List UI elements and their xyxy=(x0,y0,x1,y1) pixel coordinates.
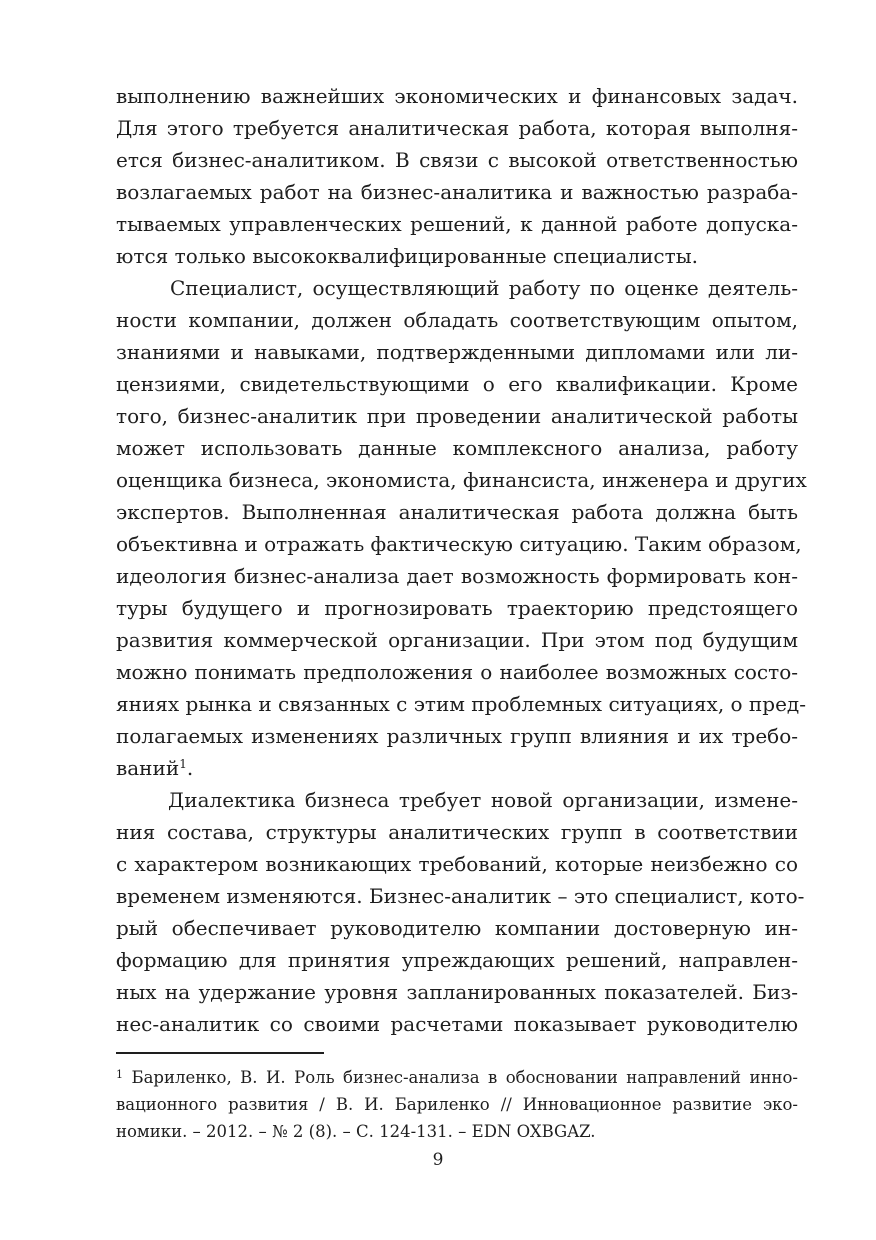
page-number: 9 xyxy=(432,1150,444,1170)
text-line: цензиями, свидетельствующими о его квалификации. Кроме xyxy=(116,372,798,396)
text-line: Специалист, осуществляющий работу по оценке деятель- xyxy=(170,276,798,300)
text-line: знаниями и навыками, подтвержденными дипломами или ли- xyxy=(116,340,798,364)
footnote-line: вационного развития / В. И. Бариленко // Инновационное развитие эко- xyxy=(116,1095,798,1114)
text-line: ются только высококвалифицированные специалисты. xyxy=(116,244,698,268)
text-line: Диалектика бизнеса требует новой организации, измене- xyxy=(168,788,798,812)
text-line: может использовать данные комплексного анализа, работу xyxy=(116,436,798,460)
text-line: ния состава, структуры аналитических групп в соответствии xyxy=(116,820,798,844)
text-line: того, бизнес-аналитик при проведении аналитической работы xyxy=(116,404,798,428)
text-line: ности компании, должен обладать соответствующим опытом, xyxy=(116,308,798,332)
text-line: формацию для принятия упреждающих решений, направлен- xyxy=(116,948,798,972)
text-line: ется бизнес-аналитиком. В связи с высокой ответственностью xyxy=(116,148,798,172)
footnote-divider xyxy=(116,1052,324,1054)
text-line: возлагаемых работ на бизнес-аналитика и важностью разраба- xyxy=(116,180,798,204)
main-text xyxy=(116,80,807,1040)
text-line: развития коммерческой организации. При этом под будущим xyxy=(116,628,798,652)
footnote-reference[interactable]: 1 xyxy=(179,757,187,771)
text-line: нес-аналитик со своими расчетами показывает руководителю xyxy=(116,1012,798,1036)
text-line: ных на удержание уровня запланированных показателей. Биз- xyxy=(116,980,798,1004)
text-line: экспертов. Выполненная аналитическая работа должна быть xyxy=(116,500,798,524)
text-line: рый обеспечивает руководителю компании достоверную ин- xyxy=(116,916,798,940)
text-line: тываемых управленческих решений, к данной работе допуска- xyxy=(116,212,798,236)
text-line: идеология бизнес-анализа дает возможность формировать кон- xyxy=(116,564,798,588)
footnote-text: Бариленко, В. И. Роль бизнес-анализа в обосновании направлений инно- xyxy=(131,1068,799,1087)
text-line: можно понимать предположения о наиболее возможных состо- xyxy=(116,660,798,684)
text-line: временем изменяются. Бизнес-аналитик – это специалист, кото- xyxy=(116,884,805,908)
text-line: туры будущего и прогнозировать траекторию предстоящего xyxy=(116,596,798,620)
text-line: полагаемых изменениях различных групп влияния и их требо- xyxy=(116,724,798,748)
footnote xyxy=(116,1064,798,1145)
footnote-line: номики. – 2012. – № 2 (8). – С. 124-131. – EDN OXBGAZ. xyxy=(116,1122,596,1141)
text-line: с характером возникающих требований, которые неизбежно со xyxy=(116,852,798,876)
text-line: объективна и отражать фактическую ситуацию. Таким образом, xyxy=(116,532,802,556)
text-line: яниях рынка и связанных с этим проблемных ситуациях, о пред- xyxy=(116,692,806,716)
footnote-line xyxy=(116,1064,798,1091)
text-line: Для этого требуется аналитическая работа, которая выполня- xyxy=(116,116,798,140)
text-line: ваний$^1$. xyxy=(116,756,194,780)
footnote-marker: 1 xyxy=(116,1068,123,1081)
text-line: оценщика бизнеса, экономиста, финансиста, инженера и других xyxy=(116,468,807,492)
text-line-fragment: ваний xyxy=(116,756,180,780)
text-line: выполнению важнейших экономических и финансовых задач. xyxy=(116,84,798,108)
